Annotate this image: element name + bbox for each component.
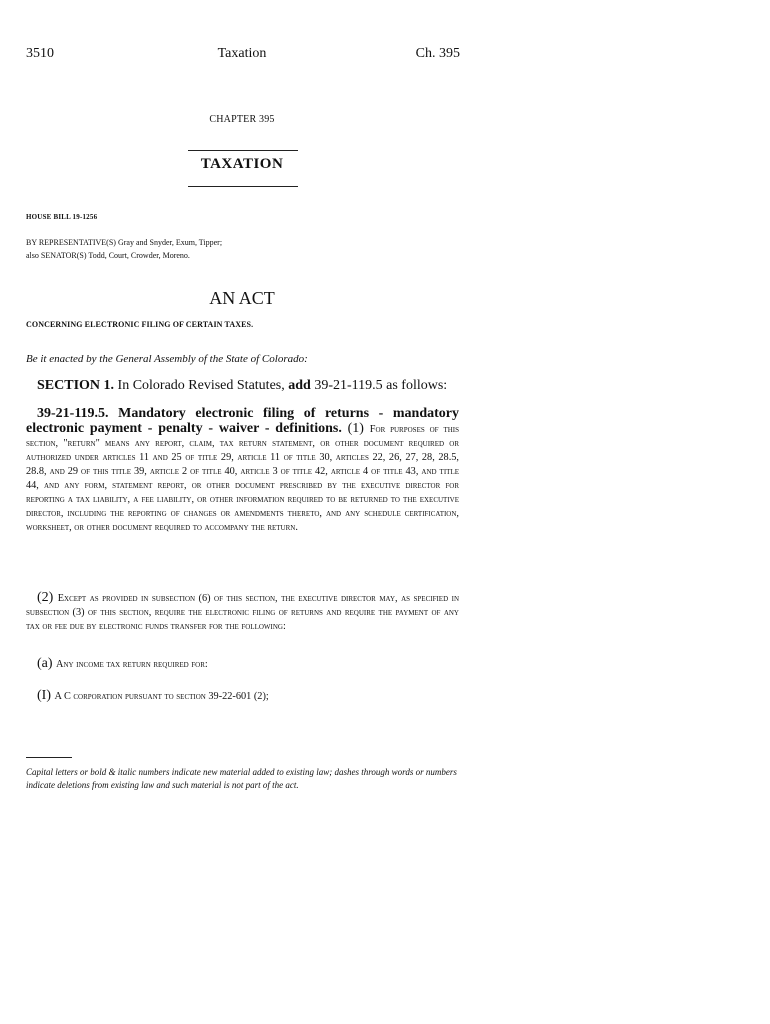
- sponsors-representatives: BY REPRESENTATIVE(S) Gray and Snyder, Exum, Tipper;: [26, 238, 223, 247]
- section-1-text-after: 39-21-119.5 as follows:: [310, 378, 448, 393]
- running-header-chapter: Ch. 395: [415, 46, 460, 61]
- title-bottom-rule: [188, 186, 298, 187]
- sponsors-senators: also SENATOR(S) Todd, Court, Crowder, Moreno.: [26, 251, 190, 260]
- subsection-1-text: For purposes of this section, "return" means any report, claim, tax return statement, or other document required or authorized under articles 11 and 25 of title 29, article 11 of title 30, articles 22, 26, 27, 28, 28.5, 28.8, and 29 of this title 39, article 2 of title 40, article 3 of title 42, article 4 of title 43, and title 44, and any form, statement report, or other document prescribed by the executive director for reporting a tax liability, a fee liability, or other information required to be returned to the executive director, including the reporting of changes or amendments thereto, and any schedule certification, worksheet, or other document required to accompany the return.: [26, 424, 460, 533]
- enacting-clause: Be it enacted by the General Assembly of the State of Colorado:: [26, 353, 308, 365]
- item-a: [37, 656, 208, 672]
- subsection-1-number: (1): [341, 421, 370, 436]
- running-header-topic: Taxation: [217, 46, 267, 61]
- concerning-line: CONCERNING ELECTRONIC FILING OF CERTAIN TAXES.: [26, 320, 254, 329]
- item-i: [37, 688, 269, 704]
- paragraph-1: [26, 407, 459, 535]
- page-number: 3510: [26, 46, 54, 61]
- chapter-label: CHAPTER 395: [209, 114, 275, 125]
- item-a-text: Any income tax return required for:: [56, 659, 208, 670]
- section-1-label: SECTION 1.: [37, 378, 115, 393]
- paragraph-2: [26, 591, 459, 634]
- section-1-text-before: In Colorado Revised Statutes,: [114, 378, 289, 393]
- chapter-title: TAXATION: [200, 156, 284, 172]
- footnote: Capital letters or bold & italic numbers indicate new material added to existing law; dashes through words or numbers indicate deletions from existing law and such material is not part of the act.: [26, 767, 457, 790]
- footnote-rule: [26, 757, 72, 758]
- item-i-text: A C corporation pursuant to section 39-22-601 (2);: [54, 691, 269, 702]
- sponsors: [26, 236, 326, 262]
- item-a-number: (a): [37, 656, 57, 671]
- section-1-add-word: add: [288, 378, 311, 393]
- act-heading: AN ACT: [209, 288, 275, 308]
- item-i-number: (I): [37, 688, 55, 703]
- title-top-rule: [188, 150, 298, 151]
- subsection-2-text: Except as provided in subsection (6) of this section, the executive director may, as specified in subsection (3) of this section, require the electronic filing of returns and require the payment of any tax or fee due by electronic funds transfer for the following:: [26, 593, 460, 632]
- statute-heading: 39-21-119.5. Mandatory electronic filing of returns - mandatory electronic payment - penalty - waiver - definitions.: [26, 406, 459, 436]
- subsection-2-number: (2): [37, 590, 58, 605]
- section-1-heading: [37, 378, 447, 394]
- bill-id: HOUSE BILL 19-1256: [26, 213, 98, 221]
